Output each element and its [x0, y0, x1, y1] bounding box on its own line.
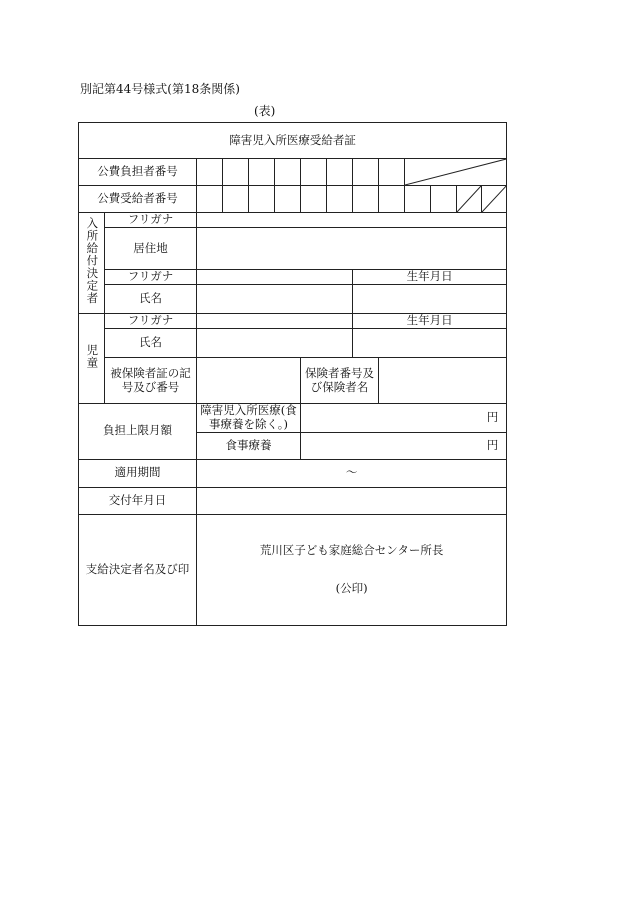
official-seal-text: (公印)	[335, 580, 368, 595]
issuer-name: 荒川区子ども家庭総合センター所長	[259, 542, 444, 557]
child-name-label: 氏名	[105, 329, 197, 358]
issue-date-label: 交付年月日	[79, 487, 197, 514]
decision-holder-group-label: 入所給付決定者	[79, 213, 105, 314]
holder-name-field	[197, 285, 353, 314]
meals-label: 食事療養	[197, 432, 301, 459]
insured-cert-field	[197, 358, 301, 404]
recipient-digit-box	[223, 186, 249, 213]
payer-digit-box	[249, 159, 275, 186]
side-label: (表)	[254, 104, 276, 118]
payer-digit-box	[327, 159, 353, 186]
holder-birthdate-field	[353, 285, 507, 314]
holder-name-label: 氏名	[105, 285, 197, 314]
insured-cert-label: 被保険者証の記号及び番号	[105, 358, 197, 404]
issuer-label: 支給決定者名及び印	[79, 514, 197, 625]
payer-digit-box	[197, 159, 223, 186]
recipient-digit-box	[275, 186, 301, 213]
issue-date-field	[197, 487, 507, 514]
child-birthdate-field	[353, 329, 507, 358]
payer-digit-box	[275, 159, 301, 186]
holder-address-furigana-field	[197, 213, 507, 228]
unused-diagonal-cell	[482, 186, 507, 213]
meals-limit-yen: 円	[301, 432, 507, 459]
unused-diagonal-cell	[405, 159, 507, 186]
holder-name-furigana-label: フリガナ	[105, 270, 197, 285]
payer-digit-box	[223, 159, 249, 186]
recipient-digit-box	[405, 186, 431, 213]
public-payer-number-label: 公費負担者番号	[79, 159, 197, 186]
medical-limit-yen: 円	[301, 404, 507, 433]
certificate-title: 障害児入所医療受給者証	[79, 123, 507, 159]
insurer-label: 保険者番号及び保険者名	[301, 358, 379, 404]
holder-address-label: 居住地	[105, 228, 197, 270]
monthly-limit-label: 負担上限月額	[79, 404, 197, 460]
holder-birthdate-label: 生年月日	[353, 270, 507, 285]
insurer-field	[379, 358, 507, 404]
certificate-table	[78, 122, 507, 626]
recipient-digit-box	[301, 186, 327, 213]
child-birthdate-label: 生年月日	[353, 314, 507, 329]
recipient-digit-box	[197, 186, 223, 213]
medical-excl-meals-label: 障害児入所医療(食事療養を除く。)	[197, 404, 301, 433]
payer-digit-box	[353, 159, 379, 186]
holder-address-field	[197, 228, 507, 270]
form-number-header: 別記第44号様式(第18条関係)	[80, 82, 240, 96]
recipient-digit-box	[327, 186, 353, 213]
issuer-field	[197, 514, 507, 625]
payer-digit-box	[301, 159, 327, 186]
child-group-label: 児童	[79, 314, 105, 404]
recipient-digit-box	[249, 186, 275, 213]
holder-name-furigana-field	[197, 270, 353, 285]
holder-furigana-label: フリガナ	[105, 213, 197, 228]
recipient-digit-box	[431, 186, 457, 213]
recipient-digit-box	[379, 186, 405, 213]
payer-digit-box	[379, 159, 405, 186]
unused-diagonal-cell	[457, 186, 482, 213]
period-label: 適用期間	[79, 459, 197, 487]
public-recipient-number-label: 公費受給者番号	[79, 186, 197, 213]
child-furigana-field	[197, 314, 353, 329]
child-furigana-label: フリガナ	[105, 314, 197, 329]
recipient-digit-box	[353, 186, 379, 213]
period-field: ～	[197, 459, 507, 487]
child-name-field	[197, 329, 353, 358]
